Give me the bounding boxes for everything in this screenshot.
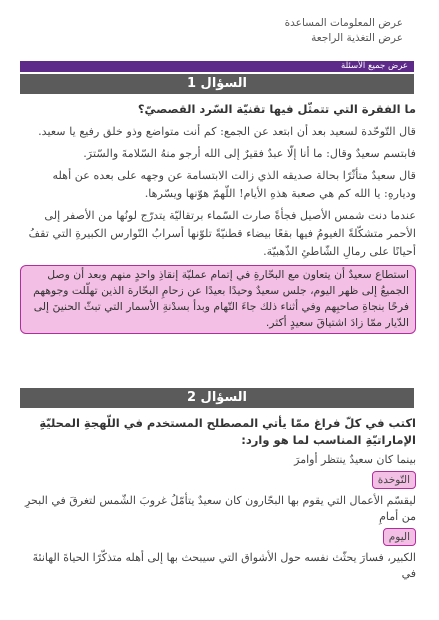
fill-answer-2[interactable]: اليوم [383,528,416,546]
fill-sentence-2: ليقسّم الأعمال التي يقوم بها البحّارون كان سعيدٌ يتأمّلُ غروبَ الشّمس لتغرقَ في البحرِ من أمامِ [24,494,416,523]
fill-sentence-1: بينما كان سعيدٌ ينتظر أوامرَ [294,453,416,466]
answer-option-1[interactable]: قال التّوحّدة لسعيد بعد أن ابتعد عن الجمع: كم أنت متواضع وذو خلق رفيع يا سعيد. [38,125,416,138]
show-feedback-link[interactable]: عرض التغذية الراجعة [311,32,403,44]
question-2-header: السؤال 2 [20,388,414,408]
question-2-body [20,415,416,582]
top-links [33,16,403,46]
answer-option-2[interactable]: فابتسم سعيدٌ وقال: ما أنا إلّا عبدٌ فقيرٌ إلى الله أرجو منهُ السّلامةَ والسّترَ. [83,147,416,160]
answer-option-3[interactable]: قال سعيدٌ متأثّرًا بحالة صديقه الذي زالت الابتسامة عن وجهه على بعده عن أهله وديارهِ: يا الله كم هي صعبة هذهِ الأيام! اللّهمّ هوّنها ويسّرها. [52,169,416,200]
fill-answer-1[interactable]: التّوخدة [372,471,416,489]
question-1-body [20,100,416,334]
show-help-link[interactable]: عرض المعلومات المساعدة [284,17,403,29]
answer-option-4[interactable]: عندما دنت شمس الأصيل فجأةً صارت السّماء برتقاليّة يتدرّج لونُها من الأصفر إلى الأحمر متشكّلةً الغيومُ فيها بقعًا بيضاء قطنيّةً تلوّنها أسرابُ النّوارس الكبيرةِ التي تقفُ أحيانًا على رمالِ الشّاطئِ الذّهبيّة. [28,209,416,258]
question-2-prompt: اكتب في كلّ فراغ ممّا يأتي المصطلح المستخدم في اللّهجةِ المحليّةِ الإماراتيّةِ المناسب لما هو وارد: [39,416,416,447]
show-all-questions-button[interactable]: عرض جميع الأسئلة [20,61,414,72]
fill-sentence-3: الكبير، فسارَ يحثّث نفسه حول الأشواق التي سيبحث بها إلى أهله متذكّرًا الحياةَ الهانئةَ في [32,551,416,580]
question-1-prompt: ما الفقرة التي تتمثّل فيها تقنيّة السّرد القصصيّ؟ [137,102,416,116]
selected-answer-option[interactable]: استطاع سعيدٌ أن يتعاون مع البحّارةِ في إتمام عمليّة إنقاذِ واحدٍ منهم وبعد أن وصل الجميعُ إلى ظهر اليوم، جلس سعيدٌ وحيدًا بعيدًا عن زحامِ البحّارة الذين تهلّلت وجوههم فرحًا بنجاةِ صاحبِهم وفي أثناء ذلك جاءَ التّهام وبدأ بسدْنةِ الأسمار التي تبثّ الحنينَ إلى الدّيار ممّا زادَ اشتياقَ سعيدٍ أكثر. [20,265,416,334]
question-1-header: السؤال 1 [20,74,414,94]
